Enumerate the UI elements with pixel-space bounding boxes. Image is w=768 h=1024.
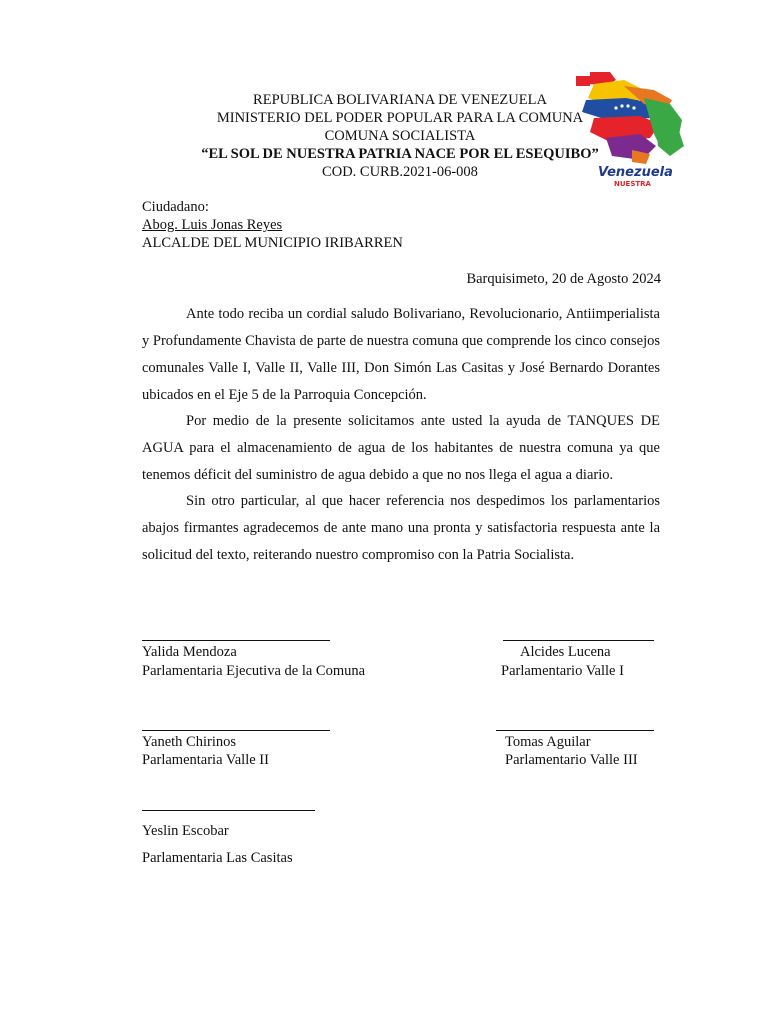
header-line-ministry: MINISTERIO DEL PODER POPULAR PARA LA COMUNA	[216, 110, 584, 126]
body-paragraph-1: Ante todo reciba un cordial saludo Bolivariano, Revolucionario, Antiimperialista y Profundamente Chavista de parte de nuestra comuna que comprende los cinco consejos comunales Valle I, Valle II, Valle III, Don Simón Las Casitas y José Bernardo Dorantes ubicados en el Eje 5 de la Parroquia Concepción.	[142, 306, 660, 403]
recipient-name: Abog. Luis Jonas Reyes	[142, 217, 283, 233]
signer-name: Yaneth Chirinos	[142, 734, 236, 750]
signer-role: Parlamentario Valle I	[501, 663, 624, 679]
salutation: Ciudadano:	[142, 199, 209, 215]
signer-role: Parlamentaria Valle II	[142, 752, 269, 768]
header-line-code: COD. CURB.2021-06-008	[322, 164, 478, 180]
signer-name: Yeslin Escobar	[142, 823, 229, 839]
body-paragraph-2: Por medio de la presente solicitamos ante usted la ayuda de TANQUES DE AGUA para el almacenamiento de agua de los habitantes de nuestra comuna ya que tenemos déficit del suministro de agua debido a que no nos llega el agua a diario.	[142, 413, 660, 483]
signature-line	[496, 730, 654, 731]
signer-role: Parlamentaria Las Casitas	[142, 850, 293, 866]
logo-wordmark: Venezuela	[598, 165, 673, 180]
signer-name: Tomas Aguilar	[505, 734, 591, 750]
header-line-republic: REPUBLICA BOLIVARIANA DE VENEZUELA	[253, 92, 547, 108]
signature-line	[142, 810, 315, 811]
signature-line	[503, 640, 654, 641]
signer-role: Parlamentario Valle III	[505, 752, 638, 768]
date-line: Barquisimeto, 20 de Agosto 2024	[466, 271, 661, 287]
venezuela-nuestra-logo	[566, 68, 686, 190]
signature-line	[142, 730, 330, 731]
signer-name: Alcides Lucena	[520, 644, 611, 660]
header-line-motto: “EL SOL DE NUESTRA PATRIA NACE POR EL ESEQUIBO”	[201, 146, 599, 162]
signature-line	[142, 640, 330, 641]
header-line-commune: COMUNA SOCIALISTA	[324, 128, 476, 144]
signer-role: Parlamentaria Ejecutiva de la Comuna	[142, 663, 366, 679]
recipient-title: ALCALDE DEL MUNICIPIO IRIBARREN	[142, 235, 403, 251]
signer-name: Yalida Mendoza	[142, 644, 237, 660]
logo-subtext: NUESTRA	[614, 180, 651, 188]
body-paragraph-3: Sin otro particular, al que hacer referencia nos despedimos los parlamentarios abajos firmantes agradecemos de ante mano una pronta y satisfactoria respuesta ante la solicitud del texto, reiterando nuestro compromiso con la Patria Socialista.	[142, 493, 660, 563]
